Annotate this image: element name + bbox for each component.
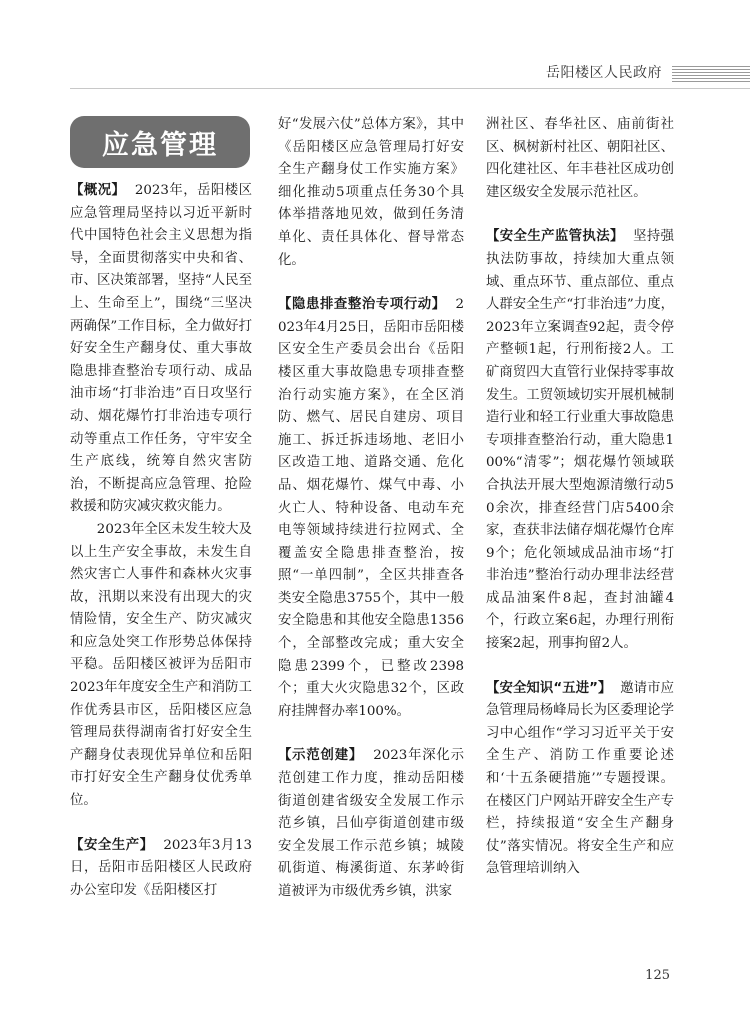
- paragraph: [278, 294, 464, 723]
- paragraph-gap: [486, 204, 674, 226]
- section-heading: 【安全知识“五进”】: [486, 680, 612, 696]
- section-title: 应急管理: [70, 116, 250, 168]
- header-stripes: [672, 66, 750, 82]
- paragraph-gap: [486, 656, 674, 678]
- paragraph: [278, 745, 464, 903]
- paragraph-text: 2023年深化示范创建工作力度，推动岳阳楼街道创建省级安全发展工作示范乡镇，吕仙亭街道创建市级安全发展工作示范乡镇；城陵矶街道、梅溪街道、东茅岭街道被评为市级优秀乡镇，洪家: [278, 748, 465, 899]
- paragraph: [486, 678, 674, 881]
- header-title: 岳阳楼区人民政府: [546, 65, 662, 81]
- section-heading: 【隐患排查整治专项行动】: [278, 297, 446, 313]
- paragraph: [70, 180, 252, 519]
- paragraph-text: 2023年，岳阳楼区应急管理局坚持以习近平新时代中国特色社会主义思想为指导，全面贯彻落实中央和省、市、区决策部署，坚持“人民至上、生命至上”，围绕“三坚决两确保”工作目标，全力做好打好安全生产翻身仗、重大事故隐患排查整治专项行动、成品油市场“打非治违”百日攻坚行动、烟花爆竹打非治违专项行动等重点工作任务，守牢安全生产底线，统筹自然灾害防治，不断提高应急管理、抢险救援和防灾减灾救灾能力。: [70, 183, 253, 515]
- text-column-3: [486, 114, 674, 881]
- paragraph-text: 2023年3月13日，岳阳市岳阳楼区人民政府办公室印发《岳阳楼区打: [70, 837, 253, 898]
- page-number: 125: [645, 968, 670, 983]
- paragraph: 2023年全区未发生较大及以上生产安全事故，未发生自然灾害亡人事件和森林火灾事故，汛期以来没有出现大的灾情险情，安全生产、防灾减灾和应急处突工作形势总体保持平稳。岳阳楼区被评为岳阳市2023年年度安全生产和消防工作优秀县市区，岳阳楼区应急管理局获得湖南省打好安全生产翻身仗表现优异单位和岳阳市打好安全生产翻身仗优秀单位。: [70, 521, 252, 809]
- paragraph-text: 坚持强执法防事故，持续加大重点领域、重点环节、重点部位、重点人群安全生产“打非治违”力度，2023年立案调查92起，责令停产整顿1起，行刑衔接2人。工矿商贸四大直管行业保持零事故发生。工贸领域切实开展机械制造行业和轻工行业重大事故隐患专项排查整治行动，重大隐患100%“清零”；烟花爆竹领域联合执法开展大型炮源清缴行动50余次，排查经营门店5400余家，查获非法储存烟花爆竹仓库9个；危化领域成品油市场“打非治违”整治行动办理非法经营成品油案件8起，查封油罐4个，行政立案6起，办理行刑衔接案2起，刑事拘留2人。: [486, 229, 675, 652]
- paragraph: [70, 835, 252, 903]
- paragraph-gap: [278, 723, 464, 745]
- section-heading: 【安全生产】: [70, 837, 154, 853]
- paragraph-text: 2023年4月25日，岳阳市岳阳楼区安全生产委员会出台《岳阳楼区重大事故隐患专项排查整治行动实施方案》，在全区消防、燃气、居民自建房、项目施工、拆迁拆违场地、老旧小区改造工地、道路交通、危化品、烟花爆竹、煤气中毒、小火亡人、特种设备、电动车充电等领域持续进行拉网式、全覆盖安全隐患排查整治，按照“一单四制”，全区共排查各类安全隐患3755个，其中一般安全隐患和其他安全隐患1356个，全部整改完成；重大安全隐患2399个，已整改2398个；重大火灾隐患32个，区政府挂牌督办率100%。: [278, 297, 465, 719]
- paragraph: [486, 226, 674, 655]
- section-heading: 【概况】: [70, 183, 126, 198]
- paragraph-gap: [70, 813, 252, 835]
- text-column-1: [70, 180, 252, 902]
- section-heading: 【示范创建】: [278, 748, 364, 764]
- text-column-2: [278, 114, 464, 904]
- paragraph-gap: [278, 272, 464, 294]
- paragraph: 好“发展六仗”总体方案》，其中《岳阳楼区应急管理局打好安全生产翻身仗工作实施方案》细化推动5项重点任务30个具体举措落地见效，做到任务清单化、责任具体化、督导常态化。: [278, 117, 464, 268]
- section-heading: 【安全生产监管执法】: [486, 229, 624, 245]
- paragraph: 洲社区、春华社区、庙前街社区、枫树新村社区、朝阳社区、四化建社区、年丰巷社区成功创建区级安全发展示范社区。: [486, 117, 674, 200]
- header-rule: [70, 88, 750, 89]
- paragraph-text: 邀请市应急管理局杨峰局长为区委理论学习中心组作“学习习近平关于安全生产、消防工作重要论述和‘十五条硬措施’”专题授课。在楼区门户网站开辟安全生产专栏，持续报道“安全生产翻身仗”落实情况。将安全生产和应急管理培训纳入: [486, 680, 675, 877]
